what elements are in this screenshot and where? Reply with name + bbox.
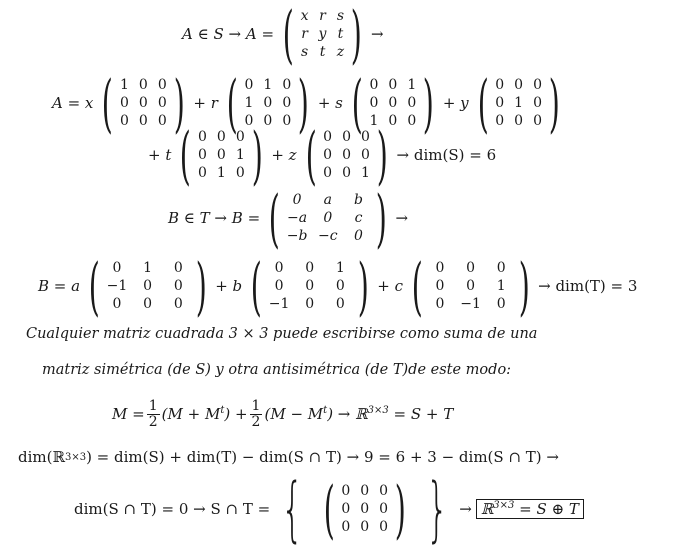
intersection-lhs: dim(S ∩ T) = 0 → S ∩ T = <box>74 500 271 518</box>
matrix-cell: 0 <box>495 77 505 93</box>
matrix-cell: 0 <box>235 129 245 145</box>
matrix-cell: 1 <box>361 165 370 181</box>
matrix-cell: 0 <box>369 95 379 111</box>
coef-b: + b <box>215 277 243 295</box>
matrix-cell: 1 <box>120 77 129 93</box>
matrix-cell: 0 <box>533 77 542 93</box>
matrix-cell: 0 <box>361 147 370 163</box>
matrix-cell: 0 <box>282 113 292 129</box>
matrix-cells <box>107 255 189 318</box>
matrix-cell: 0 <box>323 210 333 226</box>
direct-sum-box: ℝ$^{3\times 3}$ = S ⊕ T <box>476 499 584 519</box>
matrix-cell: 0 <box>533 113 542 129</box>
matrix-cell: b <box>354 192 363 208</box>
matrix-cell: 0 <box>138 95 148 111</box>
matrix-cells <box>269 255 351 318</box>
matrix-cell: 0 <box>342 129 352 145</box>
matrix-cell: 0 <box>263 95 273 111</box>
matrix-cells <box>430 255 512 318</box>
line-b-decomposition <box>38 249 638 323</box>
dim-s-result: → dim(S) = 6 <box>396 146 497 164</box>
matrix-cell: 0 <box>323 147 333 163</box>
matrix-cell: 1 <box>143 260 153 276</box>
matrix-cell: 0 <box>263 113 273 129</box>
line8-arrow: → <box>459 500 472 518</box>
matrix-e3: ( 0 0 1 0 0 0 1 0 0 ) <box>351 66 435 140</box>
matrix-cell: 0 <box>342 165 352 181</box>
matrix-cell: 1 <box>263 77 273 93</box>
matrix-cell: 0 <box>335 278 345 294</box>
matrix-cell: 0 <box>407 113 417 129</box>
matrix-cell: −1 <box>106 278 128 294</box>
matrix-cell: 0 <box>244 77 254 93</box>
matrix-cell: s <box>336 8 345 24</box>
matrix-cell: 0 <box>495 113 505 129</box>
matrix-cell: 0 <box>466 260 476 276</box>
matrix-cell: s <box>300 44 309 60</box>
line5-lhs: B = a <box>38 277 81 295</box>
matrix-cell: 0 <box>197 165 207 181</box>
matrix-cell: 1 <box>244 95 254 111</box>
matrix-e1: ( 1 0 0 0 0 0 0 0 0 ) <box>102 66 185 140</box>
matrix-cells <box>341 478 388 541</box>
matrix-cells <box>495 72 542 135</box>
matrix-cell: 0 <box>157 113 167 129</box>
matrix-cell: 0 <box>112 296 122 312</box>
matrix-cell: −a <box>287 210 308 226</box>
matrix-cells <box>287 187 369 250</box>
matrix-cell: 0 <box>360 501 370 517</box>
line-a-in-s <box>182 0 384 71</box>
matrix-cell: −b <box>286 228 308 244</box>
matrix-cell: 1 <box>514 95 524 111</box>
matrix-f3: ( 0 0 0 0 0 1 0 −1 0 ) <box>411 249 530 323</box>
matrix-f1: ( 0 1 0 −1 0 0 0 0 0 ) <box>88 249 207 323</box>
matrix-cell: 0 <box>495 95 505 111</box>
matrix-cell: 0 <box>360 483 370 499</box>
coef-t: + t <box>148 146 172 164</box>
zero-matrix: ( 0 0 0 0 0 0 0 0 0 ) <box>323 472 406 546</box>
fraction-half-1: $\frac{1}{2}$ <box>148 397 158 430</box>
text-line-1: Cualquier matriz cuadrada 3 × 3 puede escribirse como suma de una <box>26 326 538 342</box>
matrix-cell: 0 <box>323 129 333 145</box>
matrix-cell: 0 <box>305 260 315 276</box>
matrix-cell: 0 <box>120 95 129 111</box>
matrix-cell: 1 <box>407 77 417 93</box>
coef-c: + c <box>377 277 403 295</box>
matrix-cell: 0 <box>341 483 351 499</box>
matrix-cell: y <box>318 26 327 42</box>
line1-arrow: → <box>370 25 384 43</box>
matrix-cell: 1 <box>369 113 379 129</box>
matrix-cell: 0 <box>354 228 363 244</box>
matrix-cell: 0 <box>533 95 542 111</box>
matrix-cell: 0 <box>282 95 292 111</box>
matrix-cell: t <box>319 44 326 60</box>
coef-r: + r <box>193 94 218 112</box>
matrix-cell: 0 <box>435 278 445 294</box>
matrix-cell: 0 <box>216 129 226 145</box>
matrix-cell: 0 <box>235 165 245 181</box>
matrix-cell: 0 <box>292 192 302 208</box>
antisym-part: $(M - M^t)$ → ℝ$^{3\times 3}$ = S + T <box>264 405 454 423</box>
matrix-cell: 0 <box>143 278 153 294</box>
line-b-in-t <box>168 181 409 255</box>
matrix-cell: 0 <box>435 296 445 312</box>
matrix-cell: 0 <box>388 77 398 93</box>
matrix-cell: 0 <box>244 113 254 129</box>
matrix-cell: 0 <box>388 113 398 129</box>
matrix-cell: 1 <box>496 278 506 294</box>
matrix-cell: 0 <box>197 129 207 145</box>
line-m-decomposition <box>112 396 453 432</box>
matrix-cell: r <box>319 8 326 24</box>
matrix-cell: 1 <box>216 165 226 181</box>
matrix-cell: 0 <box>361 129 370 145</box>
matrix-cell: 0 <box>466 278 476 294</box>
matrix-cell: 0 <box>341 519 351 535</box>
matrix-cell: a <box>323 192 332 208</box>
matrix-cell: 0 <box>388 95 398 111</box>
matrix-f2: ( 0 0 1 0 0 0 −1 0 0 ) <box>250 249 369 323</box>
dim-t-result: → dim(T) = 3 <box>538 277 638 295</box>
matrix-cell: 0 <box>173 278 183 294</box>
coef-y: + y <box>442 94 469 112</box>
matrix-cell: 0 <box>138 77 148 93</box>
matrix-a-general: ( x r s r y t s t z ) <box>282 0 363 71</box>
left-brace: { <box>281 468 304 550</box>
matrix-cells <box>323 124 370 187</box>
matrix-cell: 0 <box>157 77 167 93</box>
matrix-cell: 0 <box>120 113 129 129</box>
line4-lhs: B ∈ T → B = <box>168 209 261 227</box>
matrix-cell: 1 <box>335 260 345 276</box>
matrix-cell: z <box>336 44 345 60</box>
fraction-half-2: $\frac{1}{2}$ <box>251 397 261 430</box>
matrix-cell: −c <box>318 228 338 244</box>
matrix-e6: ( 0 0 0 0 0 0 0 0 1 ) <box>305 118 388 192</box>
right-brace: } <box>425 468 449 550</box>
line4-arrow: → <box>395 209 409 227</box>
matrix-cell: 0 <box>496 260 506 276</box>
matrix-cells <box>198 124 245 187</box>
matrix-cell: t <box>337 26 344 42</box>
matrix-cell: 0 <box>305 296 315 312</box>
matrix-cell: 0 <box>407 95 417 111</box>
line1-lhs: A ∈ S → A = <box>182 25 275 43</box>
matrix-cell: r <box>301 26 308 42</box>
matrix-cell: 0 <box>514 77 524 93</box>
matrix-cell: 0 <box>342 147 352 163</box>
matrix-cell: 0 <box>282 77 292 93</box>
matrix-cell: 0 <box>112 260 122 276</box>
matrix-cell: 0 <box>216 147 226 163</box>
matrix-cell: 0 <box>369 77 379 93</box>
matrix-cell: −1 <box>268 296 290 312</box>
matrix-cells <box>120 72 167 135</box>
sym-part: $(M + M^t)$ + <box>161 405 248 423</box>
matrix-cell: −1 <box>460 296 481 312</box>
matrix-cell: x <box>300 8 309 24</box>
matrix-cell: 0 <box>335 296 345 312</box>
line2-lhs: A = x <box>52 94 94 112</box>
matrix-cell: 0 <box>143 296 153 312</box>
m-lhs: M = <box>112 405 145 423</box>
matrix-cell: 1 <box>235 147 245 163</box>
matrix-cell: 0 <box>379 501 389 517</box>
matrix-cell: 0 <box>138 113 148 129</box>
coef-s: + s <box>317 94 343 112</box>
matrix-cell: 0 <box>305 278 315 294</box>
text-line-2: matriz simétrica (de S) y otra antisimétrica (de T)de este modo: <box>42 362 512 378</box>
line-intersection <box>74 468 584 550</box>
coef-z: + z <box>271 146 297 164</box>
matrix-cell: 0 <box>197 147 207 163</box>
matrix-cell: 0 <box>379 483 389 499</box>
matrix-cell: 0 <box>496 296 506 312</box>
matrix-cell: 0 <box>274 278 284 294</box>
line-dimension-formula: dim(ℝ 3×3 ) = dim(S) + dim(T) − dim(S ∩ T) → 9 = 6 + 3 − dim(S ∩ T) → <box>18 448 559 466</box>
matrix-e2: ( 0 1 0 1 0 0 0 0 0 ) <box>226 66 310 140</box>
matrix-cell: 0 <box>173 260 183 276</box>
matrix-cell: 0 <box>360 519 370 535</box>
matrix-cell: 0 <box>514 113 524 129</box>
matrix-cell: 0 <box>274 260 284 276</box>
matrix-cell: c <box>354 210 363 226</box>
matrix-cells <box>301 3 345 66</box>
matrix-b-general: ( 0 a b −a 0 c −b −c 0 ) <box>268 181 387 255</box>
matrix-e4: ( 0 0 0 0 1 0 0 0 0 ) <box>477 66 560 140</box>
matrix-cell: 0 <box>323 165 333 181</box>
matrix-cell: 0 <box>379 519 389 535</box>
matrix-cell: 0 <box>173 296 183 312</box>
matrix-cell: 0 <box>157 95 167 111</box>
matrix-cell: 0 <box>435 260 445 276</box>
matrix-cell: 0 <box>341 501 351 517</box>
matrix-e5: ( 0 0 0 0 0 1 0 1 0 ) <box>180 118 263 192</box>
line-a-decomposition-cont <box>148 118 497 192</box>
